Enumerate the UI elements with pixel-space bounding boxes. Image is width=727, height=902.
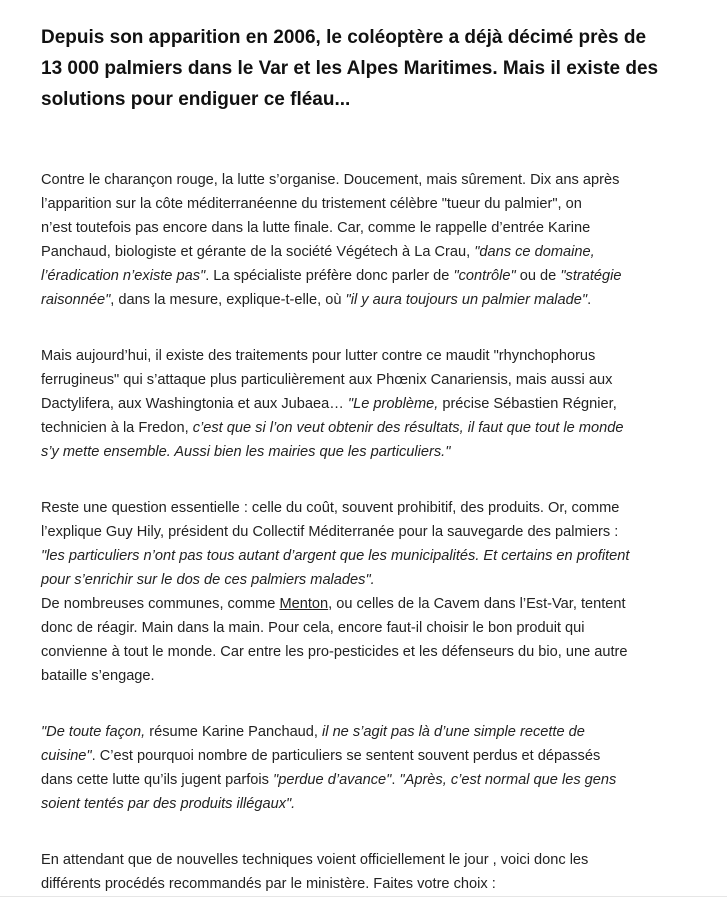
text-line: donc de réagir. Main dans la main. Pour cela, encore faut-il choisir le bon produit qui bbox=[41, 620, 585, 636]
quote: cuisine" bbox=[41, 748, 92, 764]
quote: soient tentés par des produits illégaux". bbox=[41, 796, 296, 812]
divider bbox=[0, 896, 727, 897]
quote: "stratégie bbox=[560, 268, 622, 284]
quote: c’est que si l’on veut obtenir des résultats, il faut que tout le monde bbox=[192, 420, 624, 436]
quote: pour s’enrichir sur le dos de ces palmiers malades". bbox=[41, 572, 375, 588]
text-line: raisonnée", dans la mesure, explique-t-elle, où "il y aura toujours un palmier malade". bbox=[41, 292, 592, 308]
text-line: l’apparition sur la côte méditerranéenne du tristement célèbre "tueur du palmier", on bbox=[41, 196, 582, 212]
text-line: dans cette lutte qu’ils jugent parfois "perdue d’avance". "Après, c’est normal que les gens bbox=[41, 772, 617, 788]
paragraph-4 bbox=[41, 720, 681, 816]
text-line bbox=[41, 568, 681, 592]
text-line bbox=[41, 440, 681, 464]
text-line bbox=[41, 792, 681, 816]
quote: l’éradication n’existe pas" bbox=[41, 268, 206, 284]
text-line: différents procédés recommandés par le ministère. Faites votre choix : bbox=[41, 876, 496, 892]
text-line: bataille s’engage. bbox=[41, 668, 155, 684]
quote: "perdue d’avance" bbox=[273, 772, 392, 788]
text-line: convienne à tout le monde. Car entre les pro-pesticides et les défenseurs du bio, une autre bbox=[41, 644, 628, 660]
text-line: Reste une question essentielle : celle du coût, souvent prohibitif, des produits. Or, comme bbox=[41, 500, 620, 516]
lead-line: solutions pour endiguer ce fléau... bbox=[41, 89, 351, 110]
text-line: technicien à la Fredon, c’est que si l’on veut obtenir des résultats, il faut que tout le monde bbox=[41, 420, 624, 436]
text-line bbox=[41, 544, 681, 568]
lead-line: Depuis son apparition en 2006, le coléoptère a déjà décimé près de bbox=[41, 27, 647, 48]
text-line: Mais aujourd’hui, il existe des traitements pour lutter contre ce maudit "rhynchophorus bbox=[41, 348, 596, 364]
paragraph-3 bbox=[41, 496, 681, 688]
menton-link[interactable]: Menton bbox=[279, 596, 329, 612]
text-line: Dactylifera, aux Washingtonia et aux Jubaea… "Le problème, précise Sébastien Régnier, bbox=[41, 396, 617, 412]
quote: il ne s’agit pas là d’une simple recette de bbox=[322, 724, 585, 740]
text-line: cuisine". C’est pourquoi nombre de particuliers se sentent souvent perdus et dépassés bbox=[41, 748, 601, 764]
quote: "les particuliers n’ont pas tous autant d’argent que les municipalités. Et certains en profitent bbox=[41, 548, 630, 564]
text-line: En attendant que de nouvelles techniques voient officiellement le jour , voici donc les bbox=[41, 852, 589, 868]
text-line: Panchaud, biologiste et gérante de la société Végétech à La Crau, "dans ce domaine, bbox=[41, 244, 595, 260]
quote: "il y aura toujours un palmier malade" bbox=[345, 292, 588, 308]
paragraph-2 bbox=[41, 344, 681, 464]
paragraph-1 bbox=[41, 168, 681, 312]
text-line: ferrugineus" qui s’attaque plus particulièrement aux Phœnix Canariensis, mais aussi aux bbox=[41, 372, 613, 388]
quote: "Après, c’est normal que les gens bbox=[399, 772, 617, 788]
quote: "Le problème, bbox=[347, 396, 439, 412]
quote: "contrôle" bbox=[453, 268, 516, 284]
text-line: n’est toutefois pas encore dans la lutte finale. Car, comme le rappelle d’entrée Karine bbox=[41, 220, 591, 236]
text-line: l’éradication n’existe pas". La spécialiste préfère donc parler de "contrôle" ou de "stratégie bbox=[41, 268, 622, 284]
quote: "dans ce domaine, bbox=[474, 244, 595, 260]
text-line: Contre le charançon rouge, la lutte s’organise. Doucement, mais sûrement. Dix ans après bbox=[41, 172, 620, 188]
paragraph-5 bbox=[41, 848, 681, 896]
lead-line: 13 000 palmiers dans le Var et les Alpes Maritimes. Mais il existe des bbox=[41, 58, 659, 79]
quote: "De toute façon, bbox=[41, 724, 146, 740]
text-line: De nombreuses communes, comme Menton, ou celles de la Cavem dans l’Est-Var, tentent bbox=[41, 596, 626, 612]
quote: s’y mette ensemble. Aussi bien les mairies que les particuliers." bbox=[41, 444, 451, 460]
article-lead bbox=[41, 22, 671, 115]
text-line: "De toute façon, résume Karine Panchaud, il ne s’agit pas là d’une simple recette de bbox=[41, 724, 585, 740]
text-line: l’explique Guy Hily, président du Collectif Méditerranée pour la sauvegarde des palmiers : bbox=[41, 524, 619, 540]
quote: raisonnée" bbox=[41, 292, 111, 308]
